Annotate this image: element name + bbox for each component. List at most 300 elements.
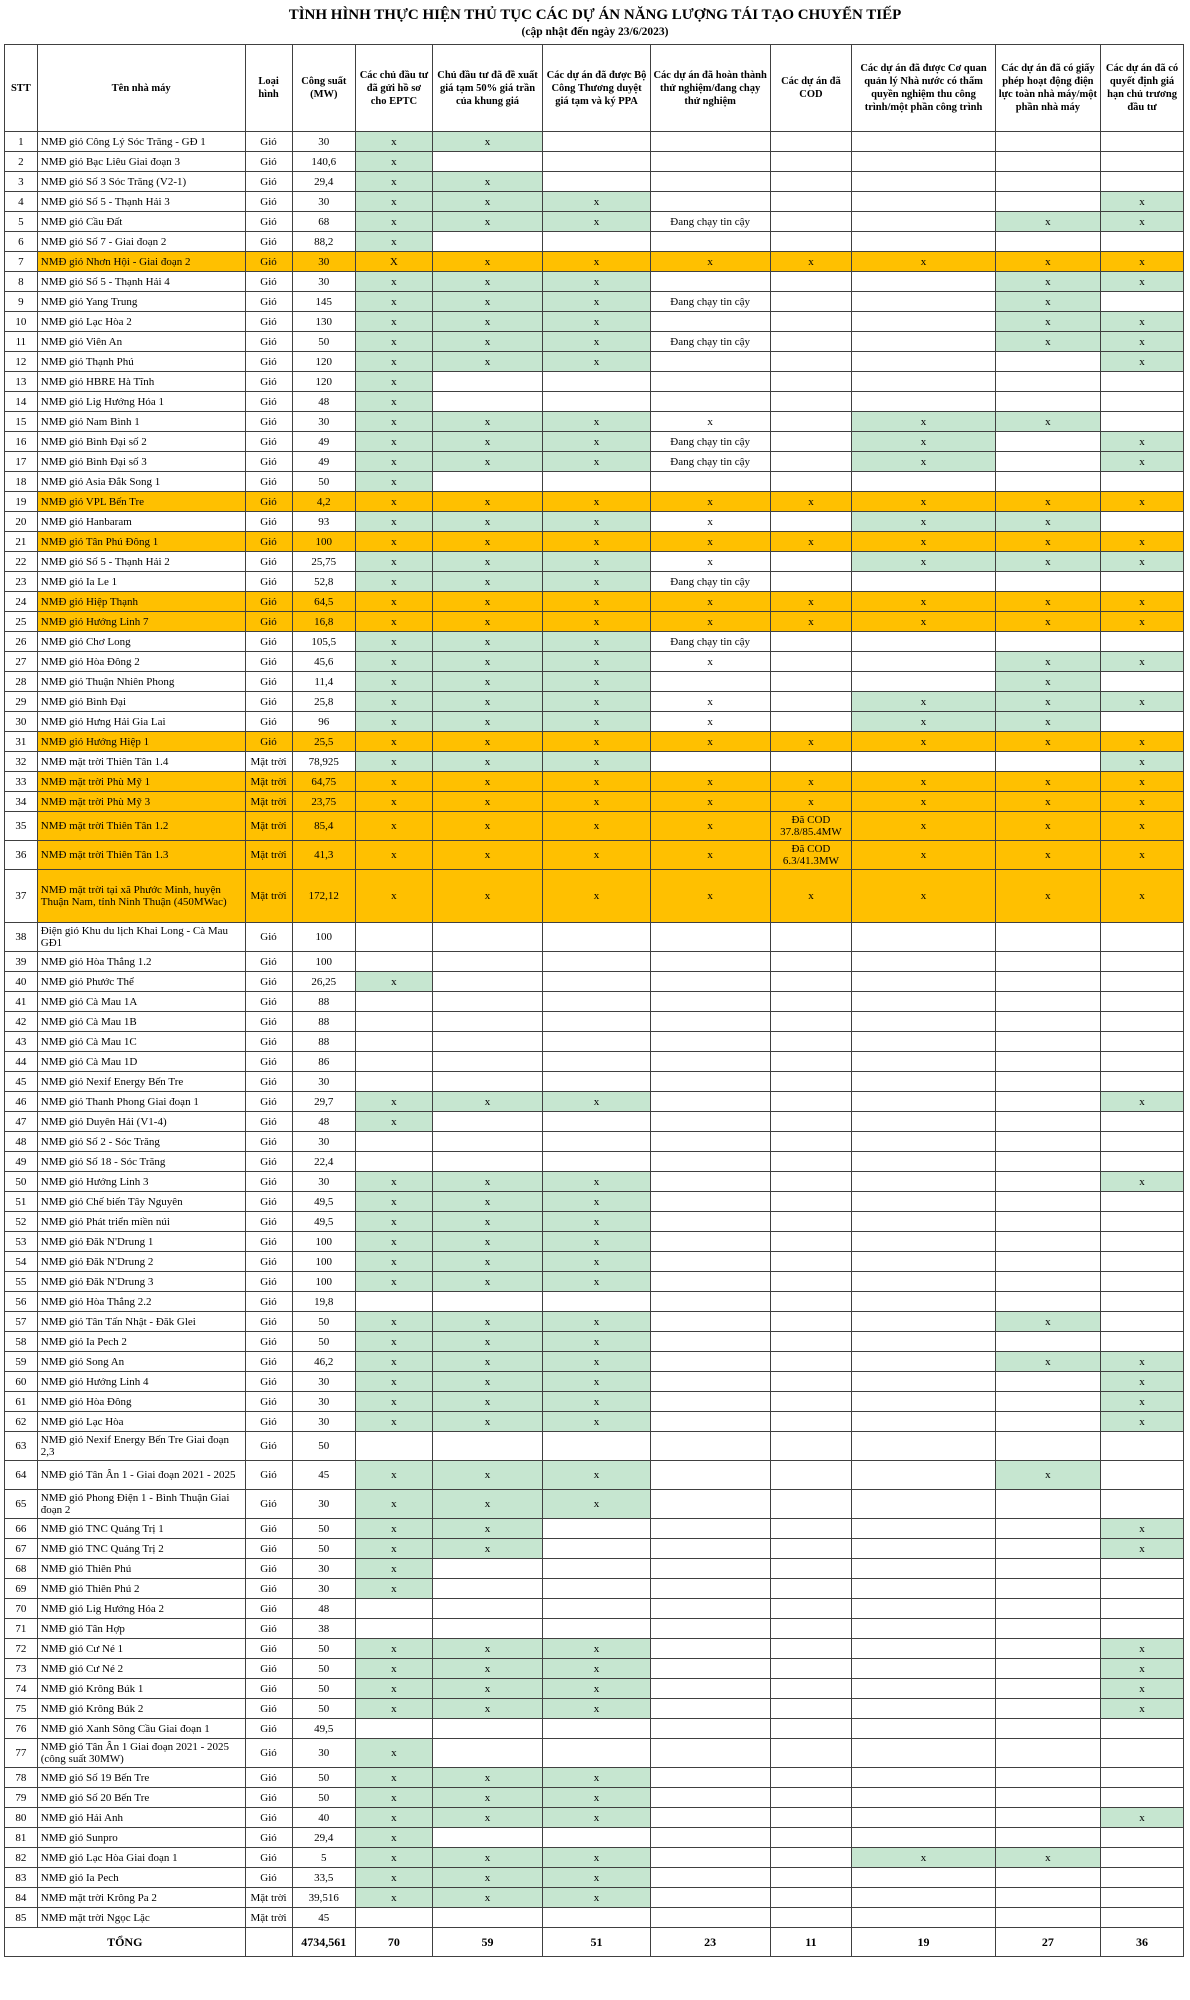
table-row xyxy=(5,152,1184,172)
cell-acceptance xyxy=(852,1908,995,1928)
cell-type: Gió xyxy=(245,1848,292,1868)
cell-eptc xyxy=(356,923,433,952)
cell-type: Gió xyxy=(245,1072,292,1092)
cell-plant-name: NMĐ gió Tân Ân 1 - Giai đoạn 2021 - 2025 xyxy=(37,1461,245,1490)
cell-stt: 4 xyxy=(5,192,38,212)
cell-capacity: 50 xyxy=(292,1332,355,1352)
total-label: TỔNG xyxy=(5,1928,246,1957)
cell-eptc: x xyxy=(356,712,433,732)
cell-type: Gió xyxy=(245,472,292,492)
cell-temp-price xyxy=(432,1828,543,1848)
cell-investment-decision: x xyxy=(1101,1539,1184,1559)
cell-type: Gió xyxy=(245,952,292,972)
cell-acceptance: x xyxy=(852,1848,995,1868)
cell-capacity: 78,925 xyxy=(292,752,355,772)
table-row xyxy=(5,812,1184,841)
cell-acceptance xyxy=(852,1112,995,1132)
table-row xyxy=(5,672,1184,692)
table-row xyxy=(5,870,1184,923)
cell-plant-name: NMĐ gió Song An xyxy=(37,1352,245,1372)
cell-testing xyxy=(650,1232,770,1252)
cell-eptc: x xyxy=(356,452,433,472)
cell-stt: 30 xyxy=(5,712,38,732)
cell-temp-price: x xyxy=(432,632,543,652)
cell-acceptance xyxy=(852,1052,995,1072)
cell-cod xyxy=(770,1052,852,1072)
cell-investment-decision: x xyxy=(1101,312,1184,332)
cell-capacity: 30 xyxy=(292,1132,355,1152)
cell-eptc: x xyxy=(356,372,433,392)
cell-temp-price: x xyxy=(432,612,543,632)
cell-license: x xyxy=(995,692,1100,712)
cell-investment-decision: x xyxy=(1101,492,1184,512)
cell-stt: 44 xyxy=(5,1052,38,1072)
cell-eptc xyxy=(356,1152,433,1172)
cell-ppa xyxy=(543,472,650,492)
cell-type: Gió xyxy=(245,692,292,712)
cell-acceptance xyxy=(852,152,995,172)
cell-testing: x xyxy=(650,870,770,923)
cell-testing: x xyxy=(650,532,770,552)
cell-ppa xyxy=(543,132,650,152)
cell-ppa: x xyxy=(543,352,650,372)
cell-capacity: 5 xyxy=(292,1848,355,1868)
cell-cod xyxy=(770,312,852,332)
cell-license xyxy=(995,1232,1100,1252)
cell-ppa: x xyxy=(543,1312,650,1332)
table-row xyxy=(5,612,1184,632)
cell-acceptance xyxy=(852,1252,995,1272)
cell-type: Gió xyxy=(245,1679,292,1699)
cell-cod xyxy=(770,132,852,152)
cell-investment-decision xyxy=(1101,1432,1184,1461)
cell-ppa xyxy=(543,1072,650,1092)
cell-cod xyxy=(770,1252,852,1272)
cell-ppa xyxy=(543,923,650,952)
cell-stt: 81 xyxy=(5,1828,38,1848)
cell-testing: x xyxy=(650,792,770,812)
cell-cod xyxy=(770,212,852,232)
cell-license xyxy=(995,1052,1100,1072)
cell-temp-price: x xyxy=(432,1788,543,1808)
cell-license xyxy=(995,1679,1100,1699)
cell-acceptance: x xyxy=(852,512,995,532)
header-type: Loại hình xyxy=(245,45,292,132)
cell-cod xyxy=(770,992,852,1012)
cell-temp-price: x xyxy=(432,1352,543,1372)
cell-temp-price: x xyxy=(432,1699,543,1719)
cell-capacity: 30 xyxy=(292,1412,355,1432)
table-row xyxy=(5,1272,1184,1292)
table-row xyxy=(5,1888,1184,1908)
cell-acceptance xyxy=(852,1172,995,1192)
cell-investment-decision xyxy=(1101,1719,1184,1739)
cell-eptc: x xyxy=(356,1559,433,1579)
cell-ppa: x xyxy=(543,1412,650,1432)
document-title: TÌNH HÌNH THỰC HIỆN THỦ TỤC CÁC DỰ ÁN NĂNG LƯỢNG TÁI TẠO CHUYỂN TIẾP xyxy=(288,7,902,23)
cell-investment-decision: x xyxy=(1101,552,1184,572)
cell-ppa xyxy=(543,1432,650,1461)
cell-type: Gió xyxy=(245,1519,292,1539)
cell-ppa xyxy=(543,392,650,412)
cell-temp-price xyxy=(432,392,543,412)
cell-investment-decision: x xyxy=(1101,1679,1184,1699)
cell-stt: 82 xyxy=(5,1848,38,1868)
cell-type: Gió xyxy=(245,332,292,352)
cell-testing xyxy=(650,1032,770,1052)
cell-type: Gió xyxy=(245,192,292,212)
cell-testing xyxy=(650,1252,770,1272)
cell-type: Gió xyxy=(245,412,292,432)
cell-stt: 43 xyxy=(5,1032,38,1052)
cell-ppa: x xyxy=(543,1172,650,1192)
cell-plant-name: NMĐ gió Hưng Hải Gia Lai xyxy=(37,712,245,732)
cell-license: x xyxy=(995,532,1100,552)
cell-temp-price: x xyxy=(432,1272,543,1292)
cell-license xyxy=(995,1212,1100,1232)
table-row xyxy=(5,352,1184,372)
cell-license: x xyxy=(995,1848,1100,1868)
cell-testing xyxy=(650,1579,770,1599)
cell-eptc: x xyxy=(356,1868,433,1888)
cell-eptc: x xyxy=(356,1579,433,1599)
cell-testing: Đang chạy tin cậy xyxy=(650,432,770,452)
cell-acceptance xyxy=(852,392,995,412)
cell-temp-price: x xyxy=(432,1848,543,1868)
cell-capacity: 23,75 xyxy=(292,792,355,812)
cell-stt: 57 xyxy=(5,1312,38,1332)
cell-testing: x xyxy=(650,492,770,512)
cell-cod xyxy=(770,712,852,732)
cell-temp-price: x xyxy=(432,1092,543,1112)
cell-eptc: x xyxy=(356,1392,433,1412)
table-row xyxy=(5,1788,1184,1808)
cell-stt: 56 xyxy=(5,1292,38,1312)
cell-capacity: 100 xyxy=(292,532,355,552)
cell-testing xyxy=(650,1908,770,1928)
cell-testing xyxy=(650,1679,770,1699)
cell-eptc xyxy=(356,1032,433,1052)
cell-ppa xyxy=(543,152,650,172)
cell-eptc: x xyxy=(356,1828,433,1848)
cell-acceptance xyxy=(852,1312,995,1332)
cell-capacity: 100 xyxy=(292,1272,355,1292)
cell-plant-name: NMĐ mặt trời Phù Mỹ 3 xyxy=(37,792,245,812)
cell-cod xyxy=(770,1352,852,1372)
cell-investment-decision: x xyxy=(1101,1092,1184,1112)
cell-type: Gió xyxy=(245,572,292,592)
cell-stt: 74 xyxy=(5,1679,38,1699)
cell-stt: 21 xyxy=(5,532,38,552)
cell-temp-price: x xyxy=(432,732,543,752)
cell-plant-name: NMĐ gió Hòa Thắng 2.2 xyxy=(37,1292,245,1312)
cell-testing: x xyxy=(650,412,770,432)
cell-ppa: x xyxy=(543,1092,650,1112)
cell-license xyxy=(995,1252,1100,1272)
table-row xyxy=(5,412,1184,432)
cell-capacity: 50 xyxy=(292,1699,355,1719)
cell-investment-decision xyxy=(1101,1012,1184,1032)
cell-capacity: 88 xyxy=(292,992,355,1012)
cell-license xyxy=(995,1559,1100,1579)
cell-acceptance xyxy=(852,1788,995,1808)
cell-plant-name: NMĐ gió Số 2 - Sóc Trăng xyxy=(37,1132,245,1152)
cell-plant-name: NMĐ gió Cầu Đất xyxy=(37,212,245,232)
cell-type: Gió xyxy=(245,1432,292,1461)
cell-investment-decision: x xyxy=(1101,352,1184,372)
cell-acceptance xyxy=(852,312,995,332)
cell-cod xyxy=(770,232,852,252)
cell-capacity: 96 xyxy=(292,712,355,732)
cell-stt: 7 xyxy=(5,252,38,272)
cell-capacity: 30 xyxy=(292,1559,355,1579)
table-row xyxy=(5,1352,1184,1372)
cell-cod xyxy=(770,472,852,492)
cell-license xyxy=(995,1828,1100,1848)
cell-ppa: x xyxy=(543,1888,650,1908)
cell-plant-name: NMĐ gió Nam Bình 1 xyxy=(37,412,245,432)
cell-license xyxy=(995,1132,1100,1152)
cell-acceptance xyxy=(852,752,995,772)
table-row xyxy=(5,923,1184,952)
cell-plant-name: NMĐ gió Bình Đại số 2 xyxy=(37,432,245,452)
cell-type: Gió xyxy=(245,1212,292,1232)
cell-stt: 36 xyxy=(5,841,38,870)
cell-stt: 45 xyxy=(5,1072,38,1092)
cell-acceptance xyxy=(852,672,995,692)
cell-investment-decision xyxy=(1101,372,1184,392)
table-row xyxy=(5,1659,1184,1679)
cell-plant-name: NMĐ gió TNC Quảng Trị 2 xyxy=(37,1539,245,1559)
table-row xyxy=(5,572,1184,592)
cell-license: x xyxy=(995,552,1100,572)
cell-eptc: x xyxy=(356,1252,433,1272)
cell-cod xyxy=(770,1192,852,1212)
cell-stt: 23 xyxy=(5,572,38,592)
cell-license: x xyxy=(995,1461,1100,1490)
cell-investment-decision: x xyxy=(1101,1639,1184,1659)
cell-temp-price: x xyxy=(432,432,543,452)
cell-investment-decision xyxy=(1101,712,1184,732)
cell-license xyxy=(995,1412,1100,1432)
cell-eptc: x xyxy=(356,492,433,512)
table-row xyxy=(5,692,1184,712)
cell-capacity: 50 xyxy=(292,1639,355,1659)
cell-temp-price: x xyxy=(432,252,543,272)
cell-investment-decision xyxy=(1101,1768,1184,1788)
cell-license xyxy=(995,1739,1100,1768)
cell-acceptance xyxy=(852,1639,995,1659)
cell-cod xyxy=(770,1412,852,1432)
cell-cod xyxy=(770,1868,852,1888)
cell-eptc xyxy=(356,1432,433,1461)
cell-cod xyxy=(770,1699,852,1719)
cell-stt: 15 xyxy=(5,412,38,432)
cell-capacity: 64,5 xyxy=(292,592,355,612)
cell-eptc: x xyxy=(356,812,433,841)
cell-plant-name: NMĐ mặt trời Thiên Tân 1.2 xyxy=(37,812,245,841)
cell-eptc: x xyxy=(356,172,433,192)
cell-ppa: x xyxy=(543,572,650,592)
cell-acceptance xyxy=(852,292,995,312)
cell-capacity: 29,4 xyxy=(292,172,355,192)
cell-ppa: x xyxy=(543,332,650,352)
total-investment-decision: 36 xyxy=(1101,1928,1184,1957)
cell-eptc: x xyxy=(356,1332,433,1352)
cell-testing xyxy=(650,1352,770,1372)
cell-temp-price xyxy=(432,1032,543,1052)
cell-capacity: 39,516 xyxy=(292,1888,355,1908)
cell-license: x xyxy=(995,332,1100,352)
cell-stt: 78 xyxy=(5,1768,38,1788)
table-header xyxy=(5,45,1184,132)
cell-eptc: x xyxy=(356,841,433,870)
cell-type: Gió xyxy=(245,1112,292,1132)
cell-temp-price: x xyxy=(432,512,543,532)
cell-ppa: x xyxy=(543,792,650,812)
cell-license xyxy=(995,432,1100,452)
cell-type: Gió xyxy=(245,1052,292,1072)
cell-type: Gió xyxy=(245,1172,292,1192)
cell-plant-name: NMĐ gió Nexif Energy Bến Tre Giai đoạn 2,3 xyxy=(37,1432,245,1461)
cell-license: x xyxy=(995,652,1100,672)
cell-acceptance: x xyxy=(852,452,995,472)
cell-testing xyxy=(650,1172,770,1192)
cell-plant-name: NMĐ gió Hanbaram xyxy=(37,512,245,532)
cell-ppa: x xyxy=(543,192,650,212)
cell-acceptance xyxy=(852,1828,995,1848)
cell-type: Gió xyxy=(245,212,292,232)
cell-license xyxy=(995,1659,1100,1679)
cell-plant-name: NMĐ gió Công Lý Sóc Trăng - GĐ 1 xyxy=(37,132,245,152)
cell-investment-decision xyxy=(1101,412,1184,432)
cell-cod: x xyxy=(770,732,852,752)
cell-testing xyxy=(650,1788,770,1808)
projects-table xyxy=(4,44,1184,1957)
cell-license xyxy=(995,132,1100,152)
cell-cod xyxy=(770,1619,852,1639)
cell-type: Mặt trời xyxy=(245,841,292,870)
table-row xyxy=(5,1212,1184,1232)
cell-temp-price: x xyxy=(432,1172,543,1192)
cell-capacity: 49,5 xyxy=(292,1212,355,1232)
cell-investment-decision: x xyxy=(1101,732,1184,752)
cell-capacity: 50 xyxy=(292,1679,355,1699)
table-row xyxy=(5,992,1184,1012)
cell-acceptance xyxy=(852,1372,995,1392)
cell-acceptance xyxy=(852,1619,995,1639)
cell-acceptance xyxy=(852,1739,995,1768)
cell-eptc: x xyxy=(356,292,433,312)
cell-temp-price: x xyxy=(432,1192,543,1212)
cell-license: x xyxy=(995,672,1100,692)
cell-acceptance xyxy=(852,1072,995,1092)
cell-type: Gió xyxy=(245,923,292,952)
cell-capacity: 22,4 xyxy=(292,1152,355,1172)
cell-temp-price xyxy=(432,372,543,392)
cell-capacity: 100 xyxy=(292,923,355,952)
cell-ppa: x xyxy=(543,552,650,572)
cell-acceptance xyxy=(852,1012,995,1032)
cell-acceptance xyxy=(852,632,995,652)
cell-acceptance xyxy=(852,1719,995,1739)
cell-ppa: x xyxy=(543,1252,650,1272)
cell-eptc: x xyxy=(356,1112,433,1132)
cell-capacity: 29,7 xyxy=(292,1092,355,1112)
cell-plant-name: NMĐ gió Ia Le 1 xyxy=(37,572,245,592)
cell-stt: 20 xyxy=(5,512,38,532)
cell-testing xyxy=(650,392,770,412)
cell-capacity: 100 xyxy=(292,952,355,972)
cell-license xyxy=(995,352,1100,372)
cell-temp-price: x xyxy=(432,272,543,292)
cell-type: Gió xyxy=(245,232,292,252)
cell-ppa: x xyxy=(543,672,650,692)
cell-type: Gió xyxy=(245,432,292,452)
cell-stt: 58 xyxy=(5,1332,38,1352)
cell-eptc: x xyxy=(356,432,433,452)
cell-cod xyxy=(770,552,852,572)
cell-type: Gió xyxy=(245,1392,292,1412)
cell-eptc: X xyxy=(356,252,433,272)
cell-eptc xyxy=(356,1292,433,1312)
cell-stt: 59 xyxy=(5,1352,38,1372)
cell-temp-price xyxy=(432,1292,543,1312)
cell-eptc: x xyxy=(356,1490,433,1519)
cell-temp-price: x xyxy=(432,772,543,792)
cell-cod: x xyxy=(770,252,852,272)
cell-investment-decision xyxy=(1101,632,1184,652)
cell-capacity: 120 xyxy=(292,352,355,372)
cell-investment-decision xyxy=(1101,672,1184,692)
cell-type: Gió xyxy=(245,1828,292,1848)
cell-cod xyxy=(770,1461,852,1490)
cell-ppa: x xyxy=(543,870,650,923)
cell-temp-price: x xyxy=(432,292,543,312)
cell-plant-name: NMĐ gió Krông Búk 2 xyxy=(37,1699,245,1719)
cell-plant-name: NMĐ gió Số 3 Sóc Trăng (V2-1) xyxy=(37,172,245,192)
table-row xyxy=(5,972,1184,992)
cell-investment-decision: x xyxy=(1101,332,1184,352)
cell-acceptance xyxy=(852,972,995,992)
header-capacity: Công suất (MW) xyxy=(292,45,355,132)
cell-temp-price: x xyxy=(432,572,543,592)
cell-type: Gió xyxy=(245,352,292,372)
cell-ppa: x xyxy=(543,752,650,772)
cell-license xyxy=(995,1868,1100,1888)
cell-ppa xyxy=(543,992,650,1012)
cell-capacity: 4,2 xyxy=(292,492,355,512)
cell-testing xyxy=(650,672,770,692)
cell-ppa: x xyxy=(543,512,650,532)
cell-type: Gió xyxy=(245,152,292,172)
cell-cod xyxy=(770,1848,852,1868)
cell-stt: 12 xyxy=(5,352,38,372)
cell-investment-decision: x xyxy=(1101,252,1184,272)
cell-ppa: x xyxy=(543,292,650,312)
cell-ppa: x xyxy=(543,312,650,332)
cell-acceptance xyxy=(852,572,995,592)
cell-stt: 79 xyxy=(5,1788,38,1808)
cell-capacity: 145 xyxy=(292,292,355,312)
cell-testing xyxy=(650,1699,770,1719)
cell-plant-name: NMĐ gió Hòa Đông 2 xyxy=(37,652,245,672)
cell-acceptance xyxy=(852,172,995,192)
cell-plant-name: NMĐ mặt trời Thiên Tân 1.4 xyxy=(37,752,245,772)
cell-acceptance xyxy=(852,1519,995,1539)
cell-investment-decision xyxy=(1101,1252,1184,1272)
cell-capacity: 33,5 xyxy=(292,1868,355,1888)
